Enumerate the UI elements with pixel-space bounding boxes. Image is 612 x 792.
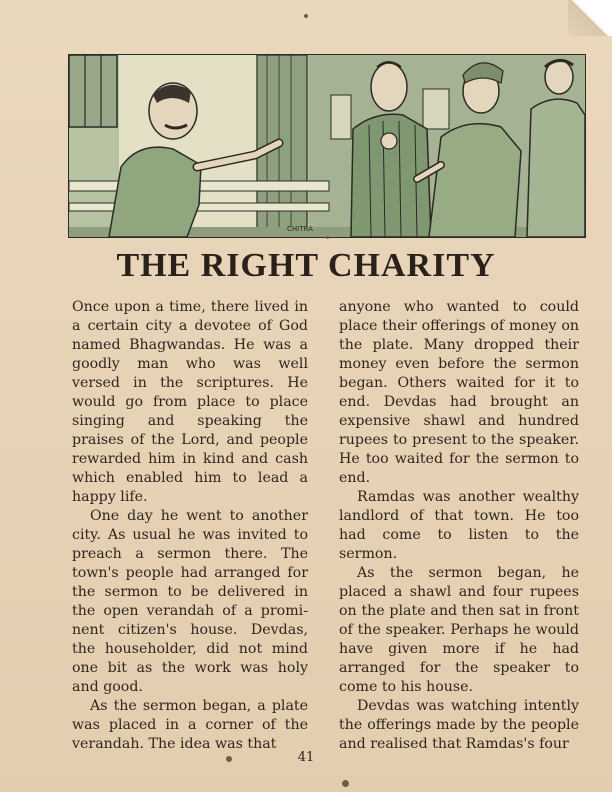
text-column-left bbox=[72, 298, 308, 754]
paragraph: As the sermon began, he placed a shawl and four rupees on the plate and then sat in front of the speaker. Perhaps he would have given more if he had arranged for the speaker to come to his house. bbox=[339, 565, 579, 695]
story-title: THE RIGHT CHARITY bbox=[116, 247, 496, 284]
paragraph: As the sermon began, a plate was placed in a corner of the verandah. The idea was that bbox=[72, 698, 308, 752]
print-speck bbox=[304, 14, 308, 18]
page-number: 41 bbox=[297, 750, 315, 765]
paragraph: Ramdas was another wealthy landlord of that town. He too had come to listen to the sermon. bbox=[339, 489, 579, 562]
story-illustration bbox=[68, 54, 586, 238]
paragraph: anyone who wanted to could place their offerings of money on the plate. Many dropped their money even before the sermon began. Others waited for it to end. Devdas had brought an expensive shawl and hundred rupees to present to the speaker. He too waited for the sermon to end. bbox=[339, 299, 579, 486]
print-speck bbox=[326, 236, 329, 239]
text-column-right bbox=[339, 298, 579, 754]
print-speck bbox=[342, 780, 349, 787]
print-speck bbox=[226, 756, 232, 762]
page-corner-fold bbox=[568, 0, 612, 36]
paragraph: Once upon a time, there lived in a certain city a devotee of God named Bhagwandas. He was a goodly man who was well versed in the scriptures. He would go from place to place singing and speaking the praises of the Lord, and people rewarded him in kind and cash which enabled him to lead a happy life. bbox=[72, 299, 308, 505]
paragraph: One day he went to another city. As usual he was invited to preach a sermon there. The town's people had arranged for the sermon to be delivered in the open verandah of a prominent citizen's house. Devdas, the householder, did not mind one bit as the work was holy and good. bbox=[72, 508, 308, 695]
paragraph: Devdas was watching intently the offerings made by the people and realised that Ramdas's four bbox=[339, 698, 579, 752]
artist-signature: CHITRA bbox=[287, 225, 313, 233]
illustration-drawing bbox=[69, 55, 585, 237]
